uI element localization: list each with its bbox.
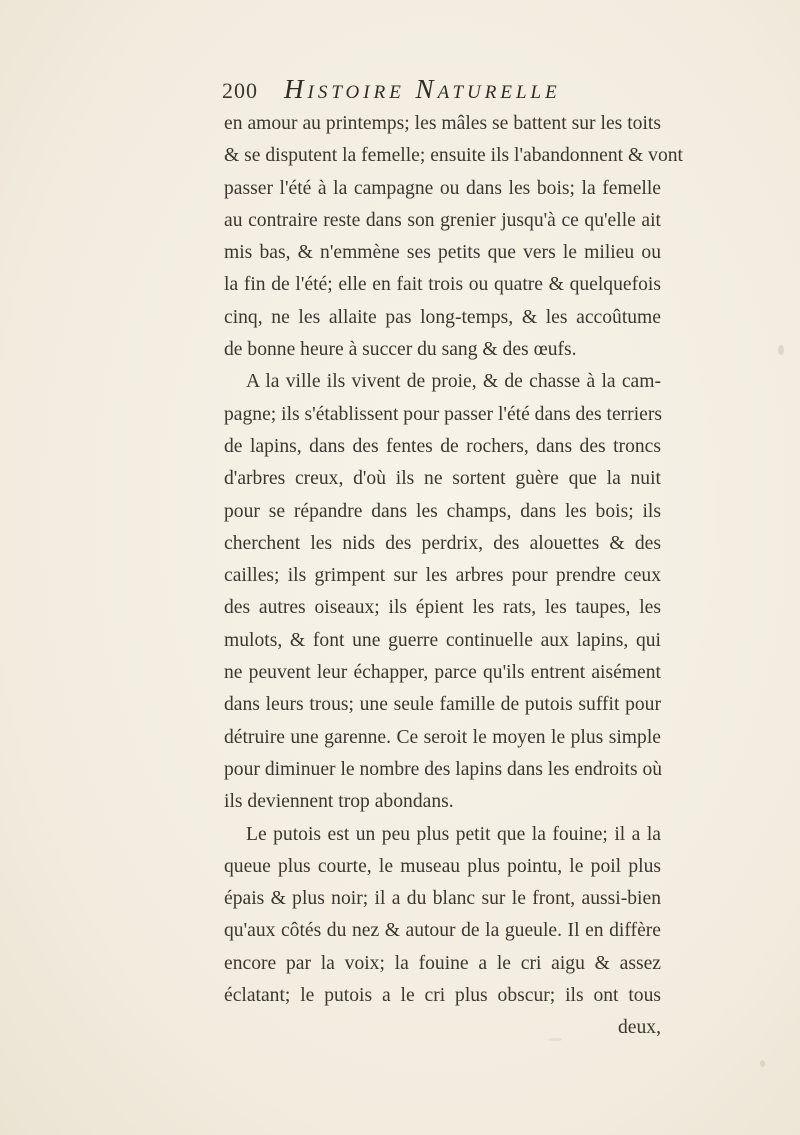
text-line: la fin de l'été; elle en fait trois ou quatre & quelquefois [224,274,661,296]
text-line: Le putois est un peu plus petit que la fouine; il a la [246,823,661,845]
text-line: pour se répandre dans les champs, dans les bois; ils [224,500,661,522]
text-line: cailles; ils grimpent sur les arbres pour prendre ceux [224,565,661,587]
body-text [224,108,683,1045]
text-line: & se disputent la femelle; ensuite ils l'abandonnent & vont [224,145,683,167]
text-line: passer l'été à la campagne ou dans les bois; la femelle [224,177,661,199]
text-line: encore par la voix; la fouine a le cri aigu & assez [224,952,661,974]
text-line: pour diminuer le nombre des lapins dans les endroits où [224,758,663,780]
text-line: de bonne heure à succer du sang & des œufs. [224,339,577,361]
text-line: mulots, & font une guerre continuelle aux lapins, qui [224,629,661,651]
text-line: ils deviennent trop abondans. [224,791,454,813]
text-line: épais & plus noir; il a du blanc sur le front, aussi-bien [224,888,661,910]
paper-stain [760,1060,765,1067]
running-title: Histoire Naturelle [284,74,561,104]
text-line: de lapins, dans des fentes de rochers, dans des troncs [224,435,661,457]
paper-stain [778,345,784,355]
catchword: deux, [618,1017,661,1039]
page-number: 200 [222,78,258,103]
text-line: mis bas, & n'emmène ses petits que vers le milieu ou [224,242,661,264]
text-line: ne peuvent leur échapper, parce qu'ils entrent aisément [224,662,661,684]
text-line: cherchent les nids des perdrix, des alouettes & des [224,532,661,554]
text-line: pagne; ils s'établissent pour passer l'été dans des terriers [224,403,662,425]
text-line: des autres oiseaux; ils épient les rats, les taupes, les [224,597,661,619]
text-line: dans leurs trous; une seule famille de putois suffit pour [224,694,661,716]
text-line: cinq, ne les allaite pas long-temps, & les accoûtume [224,306,661,328]
text-line: queue plus courte, le museau plus pointu, le poil plus [224,855,661,877]
running-head [222,74,662,110]
paper-stain [548,1038,562,1041]
text-line: qu'aux côtés du nez & autour de la gueule. Il en diffère [224,920,661,942]
text-line: A la ville ils vivent de proie, & de chasse à la cam- [246,371,661,393]
text-line: détruire une garenne. Ce seroit le moyen le plus simple [224,726,661,748]
text-line: d'arbres creux, d'où ils ne sortent guère que la nuit [224,468,661,490]
text-line: au contraire reste dans son grenier jusqu'à ce qu'elle ait [224,209,661,231]
text-line: en amour au printemps; les mâles se battent sur les toits [224,113,661,134]
text-line: éclatant; le putois a le cri plus obscur; ils ont tous [224,985,661,1007]
